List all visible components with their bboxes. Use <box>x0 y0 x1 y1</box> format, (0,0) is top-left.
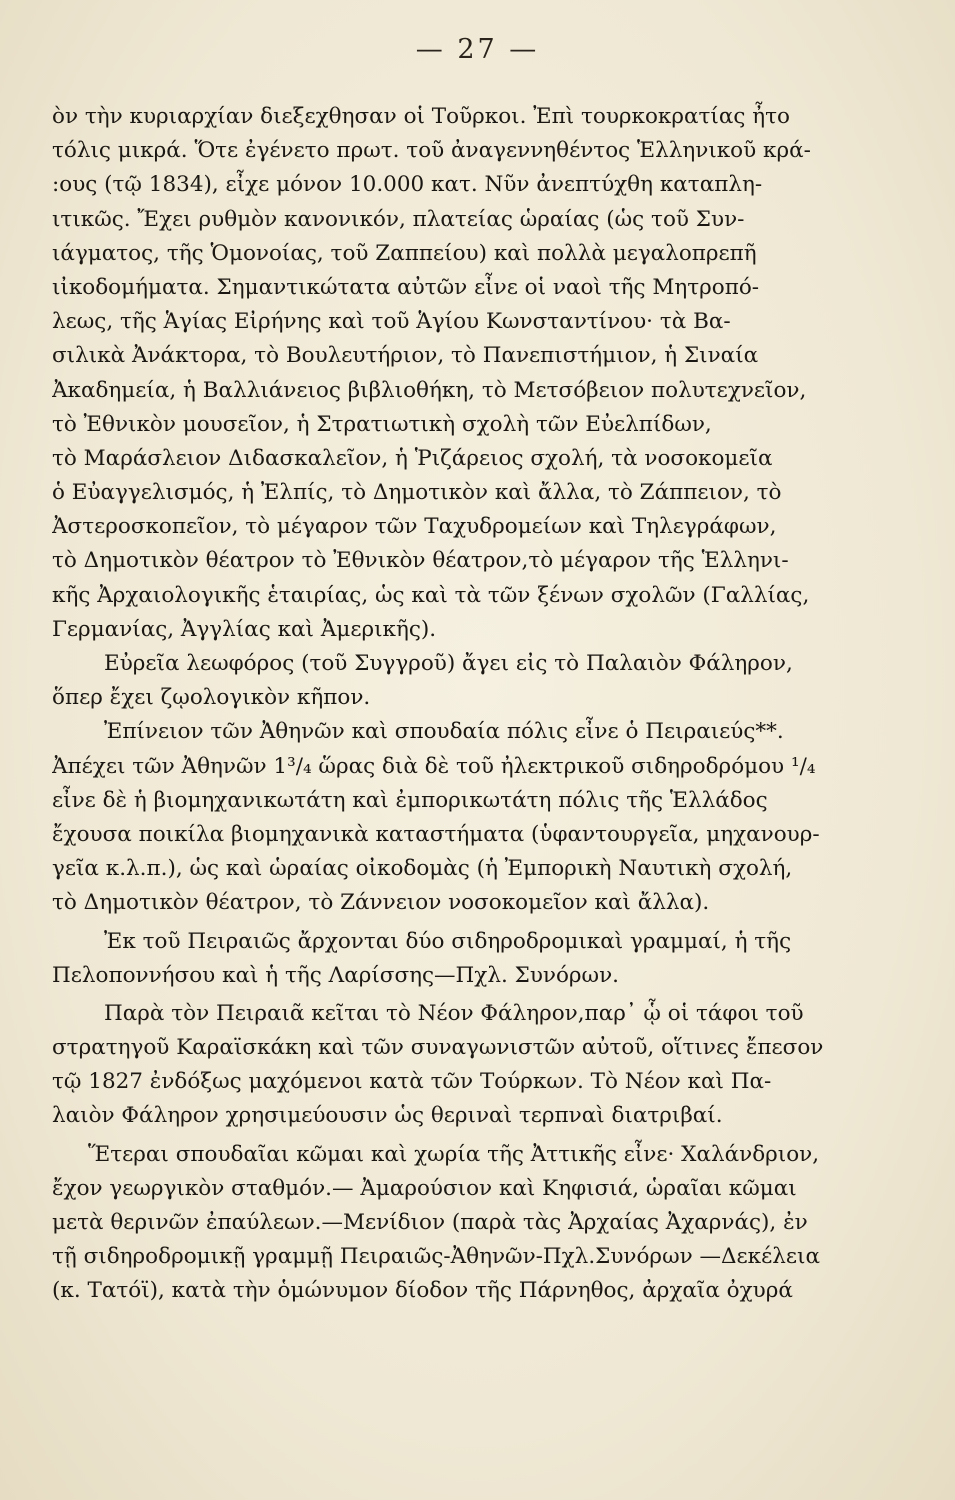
text-line: :ους (τῷ 1834), εἶχε μόνον 10.000 κατ. Νῦν ἀνεπτύχθη καταπλη- <box>52 172 763 198</box>
text-line: στρατηγοῦ Καραϊσκάκη καὶ τῶν συναγωνιστῶν αὐτοῦ, οἵτινες ἔπεσον <box>52 1035 824 1061</box>
text-line: μετὰ θερινῶν ἐπαύλεων.—Μενίδιον (παρὰ τὰς Ἀρχαίας Ἀχαρνάς), ἐν <box>52 1210 808 1235</box>
body-text <box>52 100 884 1309</box>
text-line: τῇ σιδηροδρομικῇ γραμμῇ Πειραιῶς-Ἀθηνῶν-Πχλ.Συνόρων —Δεκέλεια <box>52 1244 820 1270</box>
text-line: κῆς Ἀρχαιολογικῆς ἑταιρίας, ὡς καὶ τὰ τῶν ξένων σχολῶν (Γαλλίας, <box>52 582 810 608</box>
text-line: Ἐπίνειον τῶν Ἀθηνῶν καὶ σπουδαία πόλις εἶνε ὁ Πειραιεύς**. <box>104 719 784 745</box>
text-line: λεως, τῆς Ἁγίας Εἰρήνης καὶ τοῦ Ἁγίου Κωνσταντίνου· τὰ Βα- <box>52 309 731 335</box>
text-line: ὸν τὴν κυριαρχίαν διεξεχθησαν οἱ Τοῦρκοι. Ἐπὶ τουρκοκρατίας ἦτο <box>52 104 790 129</box>
text-line: Ἀπέχει τῶν Ἀθηνῶν 1³/₄ ὥρας διὰ δὲ τοῦ ἠλεκτρικοῦ σιδηροδρόμου ¹/₄ <box>52 753 816 779</box>
text-line: Ἕτεραι σπουδαῖαι κῶμαι καὶ χωρία τῆς Ἀττικῆς εἶνε· Χαλάνδριον, <box>88 1141 820 1167</box>
page-number: — 27 — <box>415 34 540 65</box>
text-line: (κ. Τατόϊ), κατὰ τὴν ὁμώνυμον δίοδον τῆς Πάρνηθος, ἀρχαῖα ὀχυρά <box>52 1278 793 1304</box>
text-line: Γερμανίας, Ἀγγλίας καὶ Ἀμερικῆς). <box>52 616 437 642</box>
text-line: Παρὰ τὸν Πειραιᾶ κεῖται τὸ Νέον Φάληρον,παρ᾽ ᾧ οἱ τάφοι τοῦ <box>104 1000 804 1026</box>
text-line: ιἰκοδομήματα. Σημαντικώτατα αὐτῶν εἶνε οἱ ναοὶ τῆς Μητροπό- <box>52 274 760 300</box>
text-line: Ἐκ τοῦ Πειραιῶς ἄρχονται δύο σιδηροδρομικαὶ γραμμαί, ἡ τῆς <box>104 928 792 954</box>
text-line: τὸ Ἐθνικὸν μουσεῖον, ἡ Στρατιωτικὴ σχολὴ τῶν Εὐελπίδων, <box>52 411 712 437</box>
text-line: Πελοποννήσου καὶ ἡ τῆς Λαρίσσης—Πχλ. Συνόρων. <box>52 962 619 988</box>
text-line: εἶνε δὲ ἡ βιομηχανικωτάτη καὶ ἐμπορικωτάτη πόλις τῆς Ἑλλάδος <box>52 787 768 813</box>
text-line: τόλις μικρά. Ὅτε ἐγένετο πρωτ. τοῦ ἀναγεννηθέντος Ἑλληνικοῦ κρά- <box>52 138 811 164</box>
text-line: ιτικῶς. Ἔχει ρυθμὸν κανονικόν, πλατείας ὡραίας (ὡς τοῦ Συν- <box>52 206 745 232</box>
text-line: ἔχουσα ποικίλα βιομηχανικὰ καταστήματα (ὑφαντουργεῖα, μηχανουρ- <box>52 821 820 847</box>
text-line: Ἀκαδημεία, ἡ Βαλλιάνειος βιβλιοθήκη, τὸ Μετσόβειον πολυτεχνεῖον, <box>52 377 807 403</box>
text-line: τὸ Δημοτικὸν θέατρον τὸ Ἐθνικὸν θέατρον,τὸ μέγαρον τῆς Ἑλληνι- <box>52 548 789 574</box>
text-line: σιλικὰ Ἀνάκτορα, τὸ Βουλευτήριον, τὸ Πανεπιστήμιον, ἡ Σιναία <box>52 343 759 369</box>
text-line: λαιὸν Φάληρον χρησιμεύουσιν ὡς θεριναὶ τερπναὶ διατριβαί. <box>52 1103 723 1129</box>
text-line: τῷ 1827 ἐνδόξως μαχόμενοι κατὰ τῶν Τούρκων. Τὸ Νέον καὶ Πα- <box>52 1069 772 1095</box>
text-line: ὁ Εὐαγγελισμός, ἡ Ἐλπίς, τὸ Δημοτικὸν καὶ ἄλλα, τὸ Ζάππειον, τὸ <box>52 480 782 506</box>
text-line: τὸ Μαράσλειον Διδασκαλεῖον, ἡ Ῥιζάρειος σχολή, τὰ νοσοκομεῖα <box>52 445 773 471</box>
text-line: ιάγματος, τῆς Ὁμονοίας, τοῦ Ζαππείου) καὶ πολλὰ μεγαλοπρεπῆ <box>52 240 757 266</box>
text-line: ὅπερ ἔχει ζῳολογικὸν κῆπον. <box>52 685 371 711</box>
text-line: Εὐρεῖα λεωφόρος (τοῦ Συγγροῦ) ἄγει εἰς τὸ Παλαιὸν Φάληρον, <box>104 651 793 676</box>
text-line: Ἀστεροσκοπεῖον, τὸ μέγαρον τῶν Ταχυδρομείων καὶ Τηλεγράφων, <box>52 514 777 540</box>
text-line: ἔχον γεωργικὸν σταθμόν.— Ἀμαρούσιον καὶ Κηφισιά, ὡραῖαι κῶμαι <box>52 1175 797 1201</box>
text-line: τὸ Δημοτικὸν θέατρον, τὸ Ζάννειον νοσοκομεῖον καὶ ἄλλα). <box>52 890 710 916</box>
text-line: γεῖα κ.λ.π.), ὡς καὶ ὡραίας οἰκοδομὰς (ἡ Ἐμπορικὴ Ναυτικὴ σχολή, <box>52 856 793 882</box>
